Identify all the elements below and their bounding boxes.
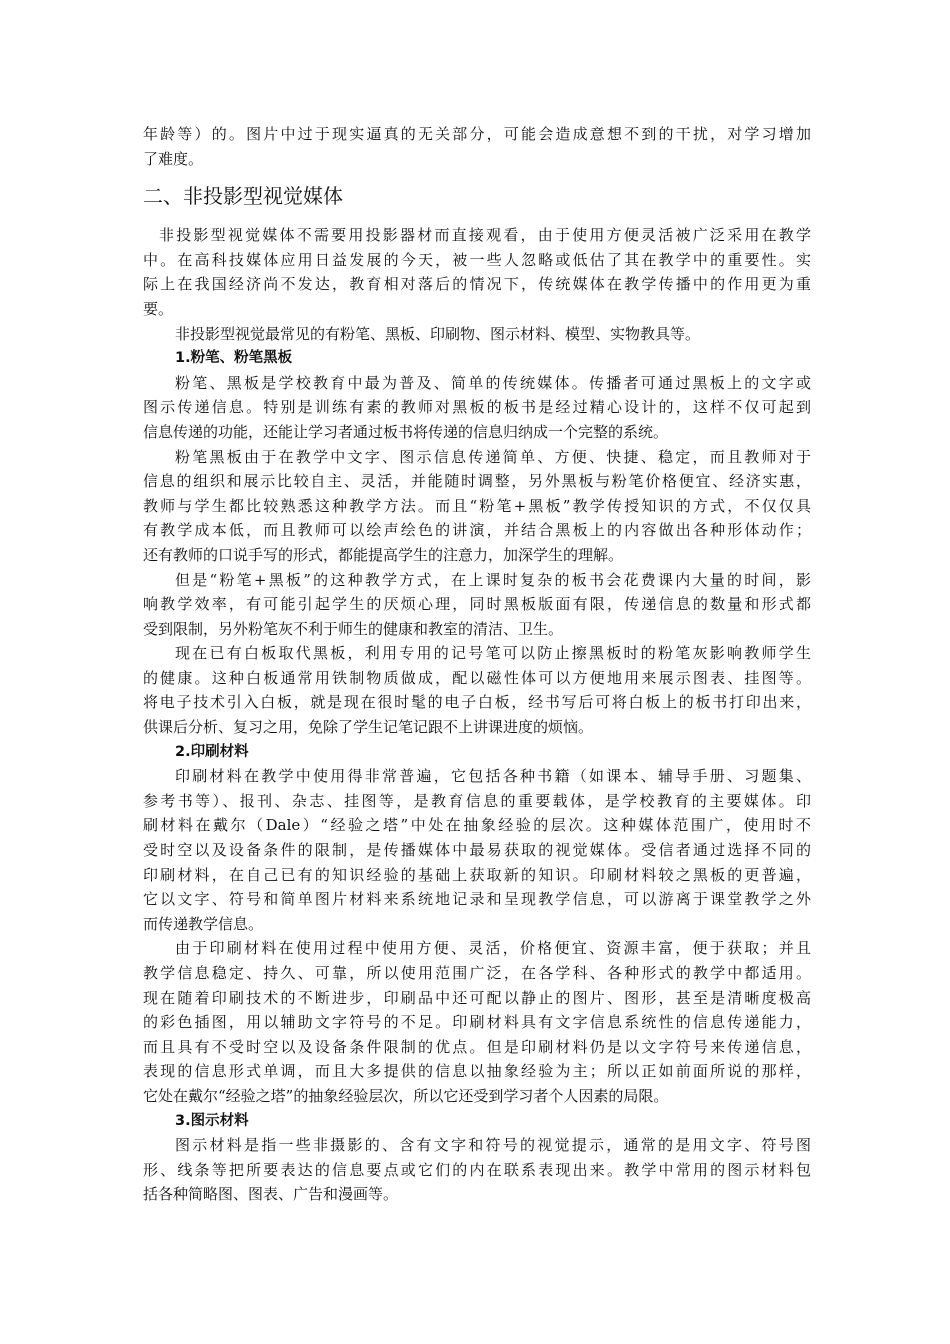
text-line: 供课后分析、复习之用，免除了学生记笔记跟不上讲课进度的烦恼。 bbox=[143, 718, 594, 737]
text-line: 受到限制，另外粉笔灰不利于师生的健康和教室的清洁、卫生。 bbox=[143, 619, 564, 638]
subsection-heading-2: 2.印刷材料 bbox=[175, 743, 249, 760]
text-line: 但是“粉笔+黑板”的这种教学方式，在上课时复杂的板书会花费课内大量的时间，影 bbox=[175, 570, 811, 589]
text-line: 图示材料是指一些非摄影的、含有文字和符号的视觉提示，通常的是用文字、符号图 bbox=[175, 1136, 811, 1155]
text-line: 而传递教学信息。 bbox=[143, 914, 264, 933]
text-line: 图示传递信息。特别是训练有素的教师对黑板的板书是经过精心设计的，这样不仅可起到 bbox=[143, 398, 811, 417]
subsection-heading-3: 3.图示材料 bbox=[175, 1112, 249, 1129]
text-line: 了难度。 bbox=[143, 149, 204, 168]
document-page bbox=[143, 122, 811, 1207]
text-line: 粉笔、黑板是学校教育中最为普及、简单的传统媒体。传播者可通过黑板上的文字或 bbox=[175, 373, 811, 392]
subsection1-paragraph-4 bbox=[143, 641, 811, 739]
text-line: 受时空以及设备条件的限制，是传播媒体中最易获取的视觉媒体。受信者通过选择不同的 bbox=[143, 841, 811, 860]
text-line: 非投影型视觉媒体不需要用投影器材而直接观看，由于使用方便灵活被广泛采用在教学 bbox=[159, 226, 811, 245]
text-line: 而且具有不受时空以及设备条件限制的优点。但是印刷材料仍是以文字符号来传递信息， bbox=[143, 1037, 811, 1056]
text-line: 现在已有白板取代黑板，利用专用的记号笔可以防止擦黑板时的粉笔灰影响教师学生 bbox=[175, 644, 811, 663]
text-line: 印刷材料在教学中使用得非常普遍，它包括各种书籍（如课本、辅导手册、习题集、 bbox=[175, 767, 811, 786]
text-line: 要。 bbox=[143, 299, 174, 318]
subsection2-paragraph-1 bbox=[143, 764, 811, 936]
subsection-heading-1: 1.粉笔、粉笔黑板 bbox=[175, 350, 293, 367]
text-line: 的健康。这种白板通常用铁制物质做成，配以磁性体可以方便地用来展示图表、挂图等。 bbox=[143, 668, 811, 687]
text-line: 它处在戴尔“经验之塔”的抽象经验层次，所以它还受到学习者个人因素的局限。 bbox=[143, 1086, 669, 1105]
text-line: 教师与学生都比较熟悉这种教学方法。而且“粉笔+黑板”教学传授知识的方式，不仅仅具 bbox=[143, 496, 811, 515]
text-line: 刷材料在戴尔（Dale）“经验之塔”中处在抽象经验的层次。这种媒体范围广，使用时不 bbox=[143, 816, 811, 835]
text-line: 印刷材料，在自己已有的知识经验的基础上获取新的知识。印刷材料较之黑板的更普遍， bbox=[143, 865, 811, 884]
text-line: 由于印刷材料在使用过程中使用方便、灵活，价格便宜、资源丰富，便于获取；并且 bbox=[175, 939, 811, 958]
intro-paragraph bbox=[143, 122, 811, 171]
text-line: 它以文字、符号和简单图片材料来系统地记录和呈现教学信息，可以游离于课堂教学之外 bbox=[143, 890, 811, 909]
subsection2-paragraph-2 bbox=[143, 936, 811, 1108]
text-line: 的彩色插图，用以辅助文字符号的不足。印刷材料具有文字信息系统性的信息传递能力， bbox=[143, 1013, 811, 1032]
text-line: 中。在高科技媒体应用日益发展的今天，被一些人忽略或低估了其在教学中的重要性。实 bbox=[143, 250, 811, 269]
subsection1-paragraph-2 bbox=[143, 445, 811, 568]
text-line: 非投影型视觉最常见的有粉笔、黑板、印刷物、图示材料、模型、实物教具等。 bbox=[175, 324, 701, 343]
text-line: 信息传递的功能，还能让学习者通过板书将传递的信息归纳成一个完整的系统。 bbox=[143, 422, 669, 441]
text-line: 表现的信息形式单调，而且大多提供的信息以抽象经验为主；所以正如前面所说的那样， bbox=[143, 1062, 811, 1081]
text-line: 还有教师的口说手写的形式，都能提高学生的注意力，加深学生的理解。 bbox=[143, 545, 624, 564]
text-line: 参考书等）、报刊、杂志、挂图等，是教育信息的重要载体，是学校教育的主要媒体。印 bbox=[143, 791, 811, 810]
text-line: 际上在我国经济尚不发达，教育相对落后的情况下，传统媒体在教学传播中的作用更为重 bbox=[143, 275, 811, 294]
subsection1-paragraph-3 bbox=[143, 568, 811, 642]
subsection3-paragraph-1 bbox=[143, 1133, 811, 1207]
text-line: 年龄等）的。图片中过于现实逼真的无关部分，可能会造成意想不到的干扰，对学习增加 bbox=[143, 125, 811, 143]
text-line: 现在随着印刷技术的不断进步，印刷品中还可配以静止的图片、图形，甚至是清晰度极高 bbox=[143, 988, 811, 1007]
section-paragraph-2 bbox=[143, 322, 811, 347]
text-line: 括各种简略图、图表、广告和漫画等。 bbox=[143, 1185, 399, 1204]
text-line: 教学信息稳定、持久、可靠，所以使用范围广泛，在各学科、各种形式的教学中都适用。 bbox=[143, 964, 811, 982]
section-title: 二、非投影型视觉媒体 bbox=[143, 184, 343, 209]
text-line: 信息的组织和展示比较自主、灵活，并能随时调整，另外黑板与粉笔价格便宜、经济实惠， bbox=[143, 472, 811, 491]
text-line: 将电子技术引入白板，就是现在很时髦的电子白板，经书写后可将白板上的板书打印出来， bbox=[143, 693, 811, 712]
text-line: 粉笔黑板由于在教学中文字、图示信息传递简单、方便、快捷、稳定，而且教师对于 bbox=[175, 447, 811, 466]
text-line: 形、线条等把所要表达的信息要点或它们的内在联系表现出来。教学中常用的图示材料包 bbox=[143, 1160, 811, 1179]
text-line: 响教学效率，有可能引起学生的厌烦心理，同时黑板版面有限，传递信息的数量和形式都 bbox=[143, 595, 811, 614]
text-line: 有教学成本低，而且教师可以绘声绘色的讲演，并结合黑板上的内容做出各种形体动作； bbox=[143, 521, 811, 540]
section-paragraph-1 bbox=[143, 223, 811, 321]
subsection1-paragraph-1 bbox=[143, 371, 811, 445]
